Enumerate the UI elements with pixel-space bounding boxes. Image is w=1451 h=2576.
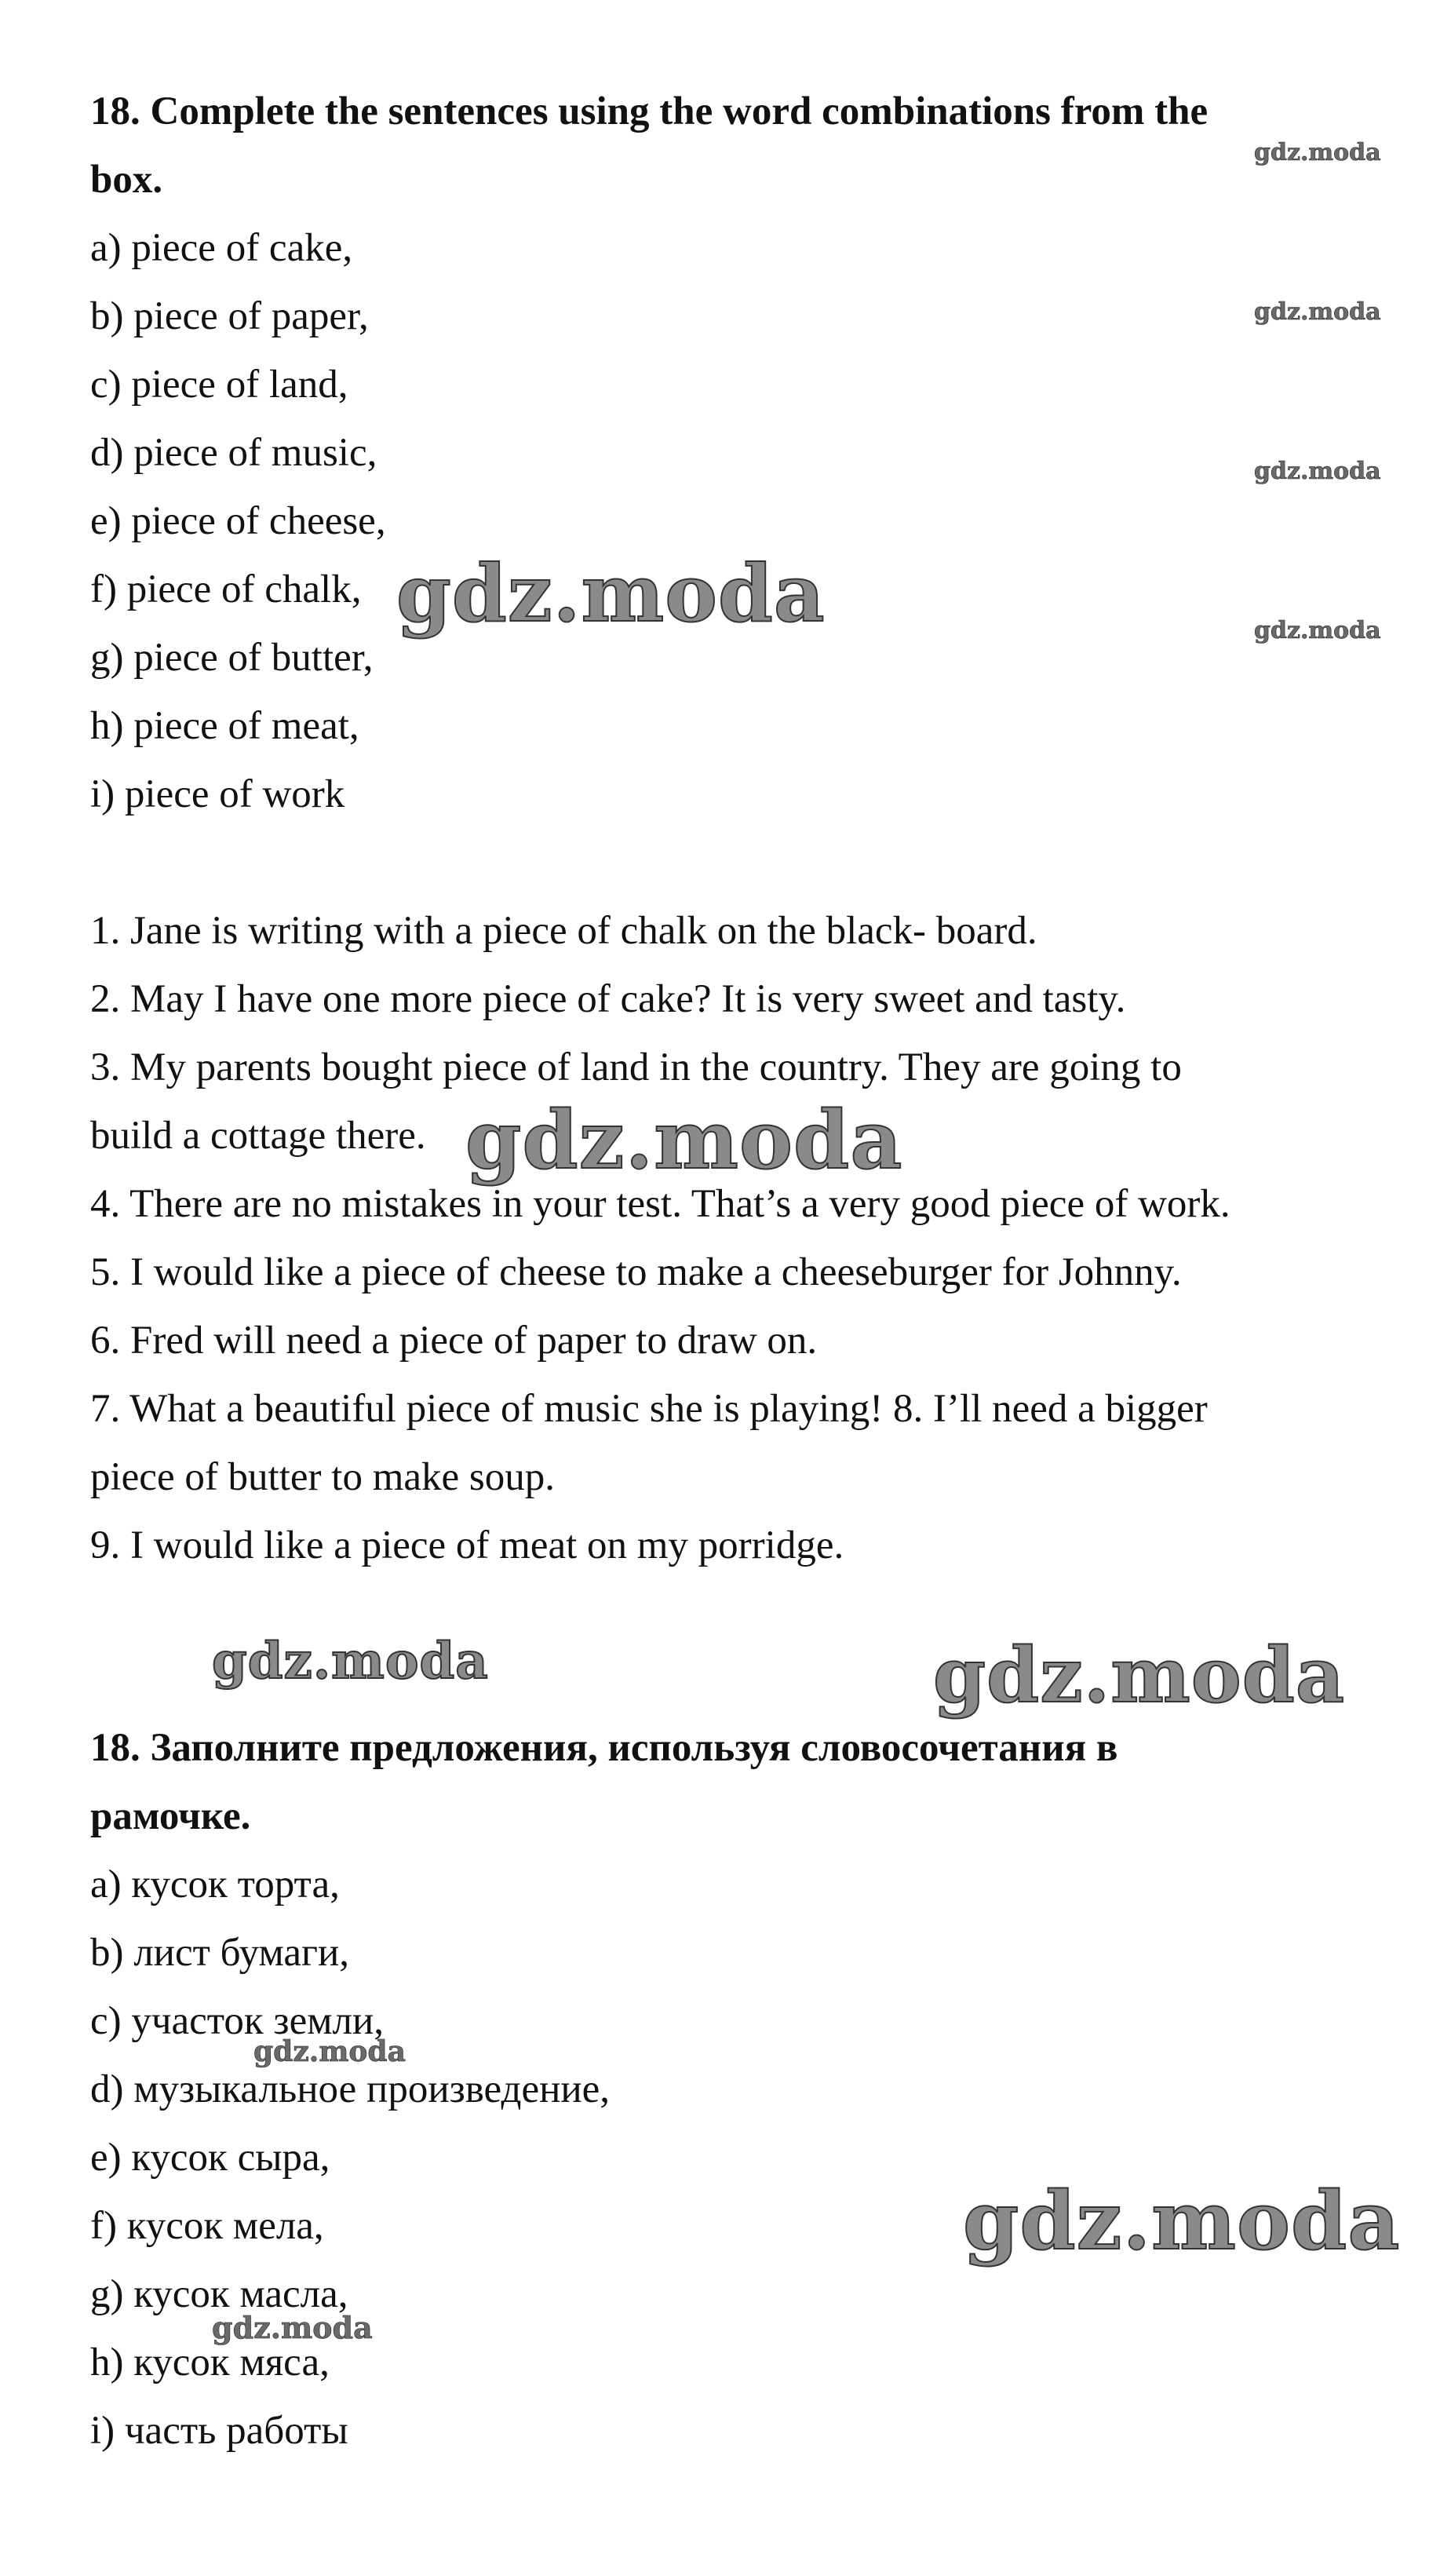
sentence-line: 1. Jane is writing with a piece of chalk on the black- board.	[90, 909, 1037, 953]
watermark: gdz.moda	[1254, 458, 1381, 485]
option-item: h) piece of meat,	[90, 704, 359, 748]
sentence-line: 6. Fred will need a piece of paper to draw on.	[90, 1319, 818, 1363]
option-item-ru: h) кусок мяса,	[90, 2341, 330, 2384]
option-item: d) piece of music,	[90, 431, 377, 475]
option-item: a) piece of cake,	[90, 226, 353, 270]
option-item-ru: c) участок земли,	[90, 1999, 384, 2043]
sentence-line: 5. I would like a piece of cheese to make a cheeseburger for Johnny.	[90, 1250, 1182, 1294]
exercise-heading-en-cont: box.	[90, 158, 163, 202]
option-item-ru: e) кусок сыра,	[90, 2136, 330, 2180]
watermark: gdz.moda	[465, 1093, 903, 1188]
option-item: c) piece of land,	[90, 363, 348, 407]
sentence-line: 4. There are no mistakes in your test. That’s a very good piece of work.	[90, 1182, 1230, 1226]
sentence-line: build a cottage there.	[90, 1114, 426, 1158]
option-item-ru: f) кусок мела,	[90, 2204, 324, 2248]
sentence-line: 2. May I have one more piece of cake? It is very sweet and tasty.	[90, 977, 1126, 1021]
exercise-heading-ru: 18. Заполните предложения, используя словосочетания в	[90, 1726, 1118, 1770]
option-item-ru: b) лист бумаги,	[90, 1931, 350, 1975]
watermark: gdz.moda	[1254, 298, 1381, 326]
option-item: b) piece of paper,	[90, 294, 369, 338]
sentence-line: 9. I would like a piece of meat on my porridge.	[90, 1523, 844, 1567]
sentence-line: 7. What a beautiful piece of music she is playing! 8. I’ll need a bigger	[90, 1387, 1208, 1431]
sentence-line: 3. My parents bought piece of land in the country. They are going to	[90, 1045, 1182, 1089]
sentence-line: piece of butter to make soup.	[90, 1455, 555, 1499]
watermark: gdz.moda	[933, 1631, 1346, 1720]
option-item: g) piece of butter,	[90, 636, 374, 680]
exercise-heading-ru-cont: рамочке.	[90, 1794, 251, 1838]
watermark: gdz.moda	[963, 2174, 1401, 2268]
watermark: gdz.moda	[1254, 617, 1381, 644]
option-item-ru: d) музыкальное произведение,	[90, 2067, 611, 2111]
watermark: gdz.moda	[253, 2035, 406, 2068]
option-item: e) piece of cheese,	[90, 499, 386, 543]
watermark: gdz.moda	[212, 1632, 489, 1691]
option-item: i) piece of work	[90, 772, 345, 816]
watermark: gdz.moda	[212, 2310, 373, 2345]
option-item-ru: g) кусок масла,	[90, 2272, 348, 2316]
exercise-heading-en: 18. Complete the sentences using the word combinations from the	[90, 89, 1209, 133]
watermark: gdz.moda	[396, 547, 826, 640]
option-item: f) piece of chalk,	[90, 567, 362, 611]
watermark: gdz.moda	[1254, 139, 1381, 166]
option-item-ru: a) кусок торта,	[90, 1863, 340, 1906]
option-item-ru: i) часть работы	[90, 2409, 348, 2453]
